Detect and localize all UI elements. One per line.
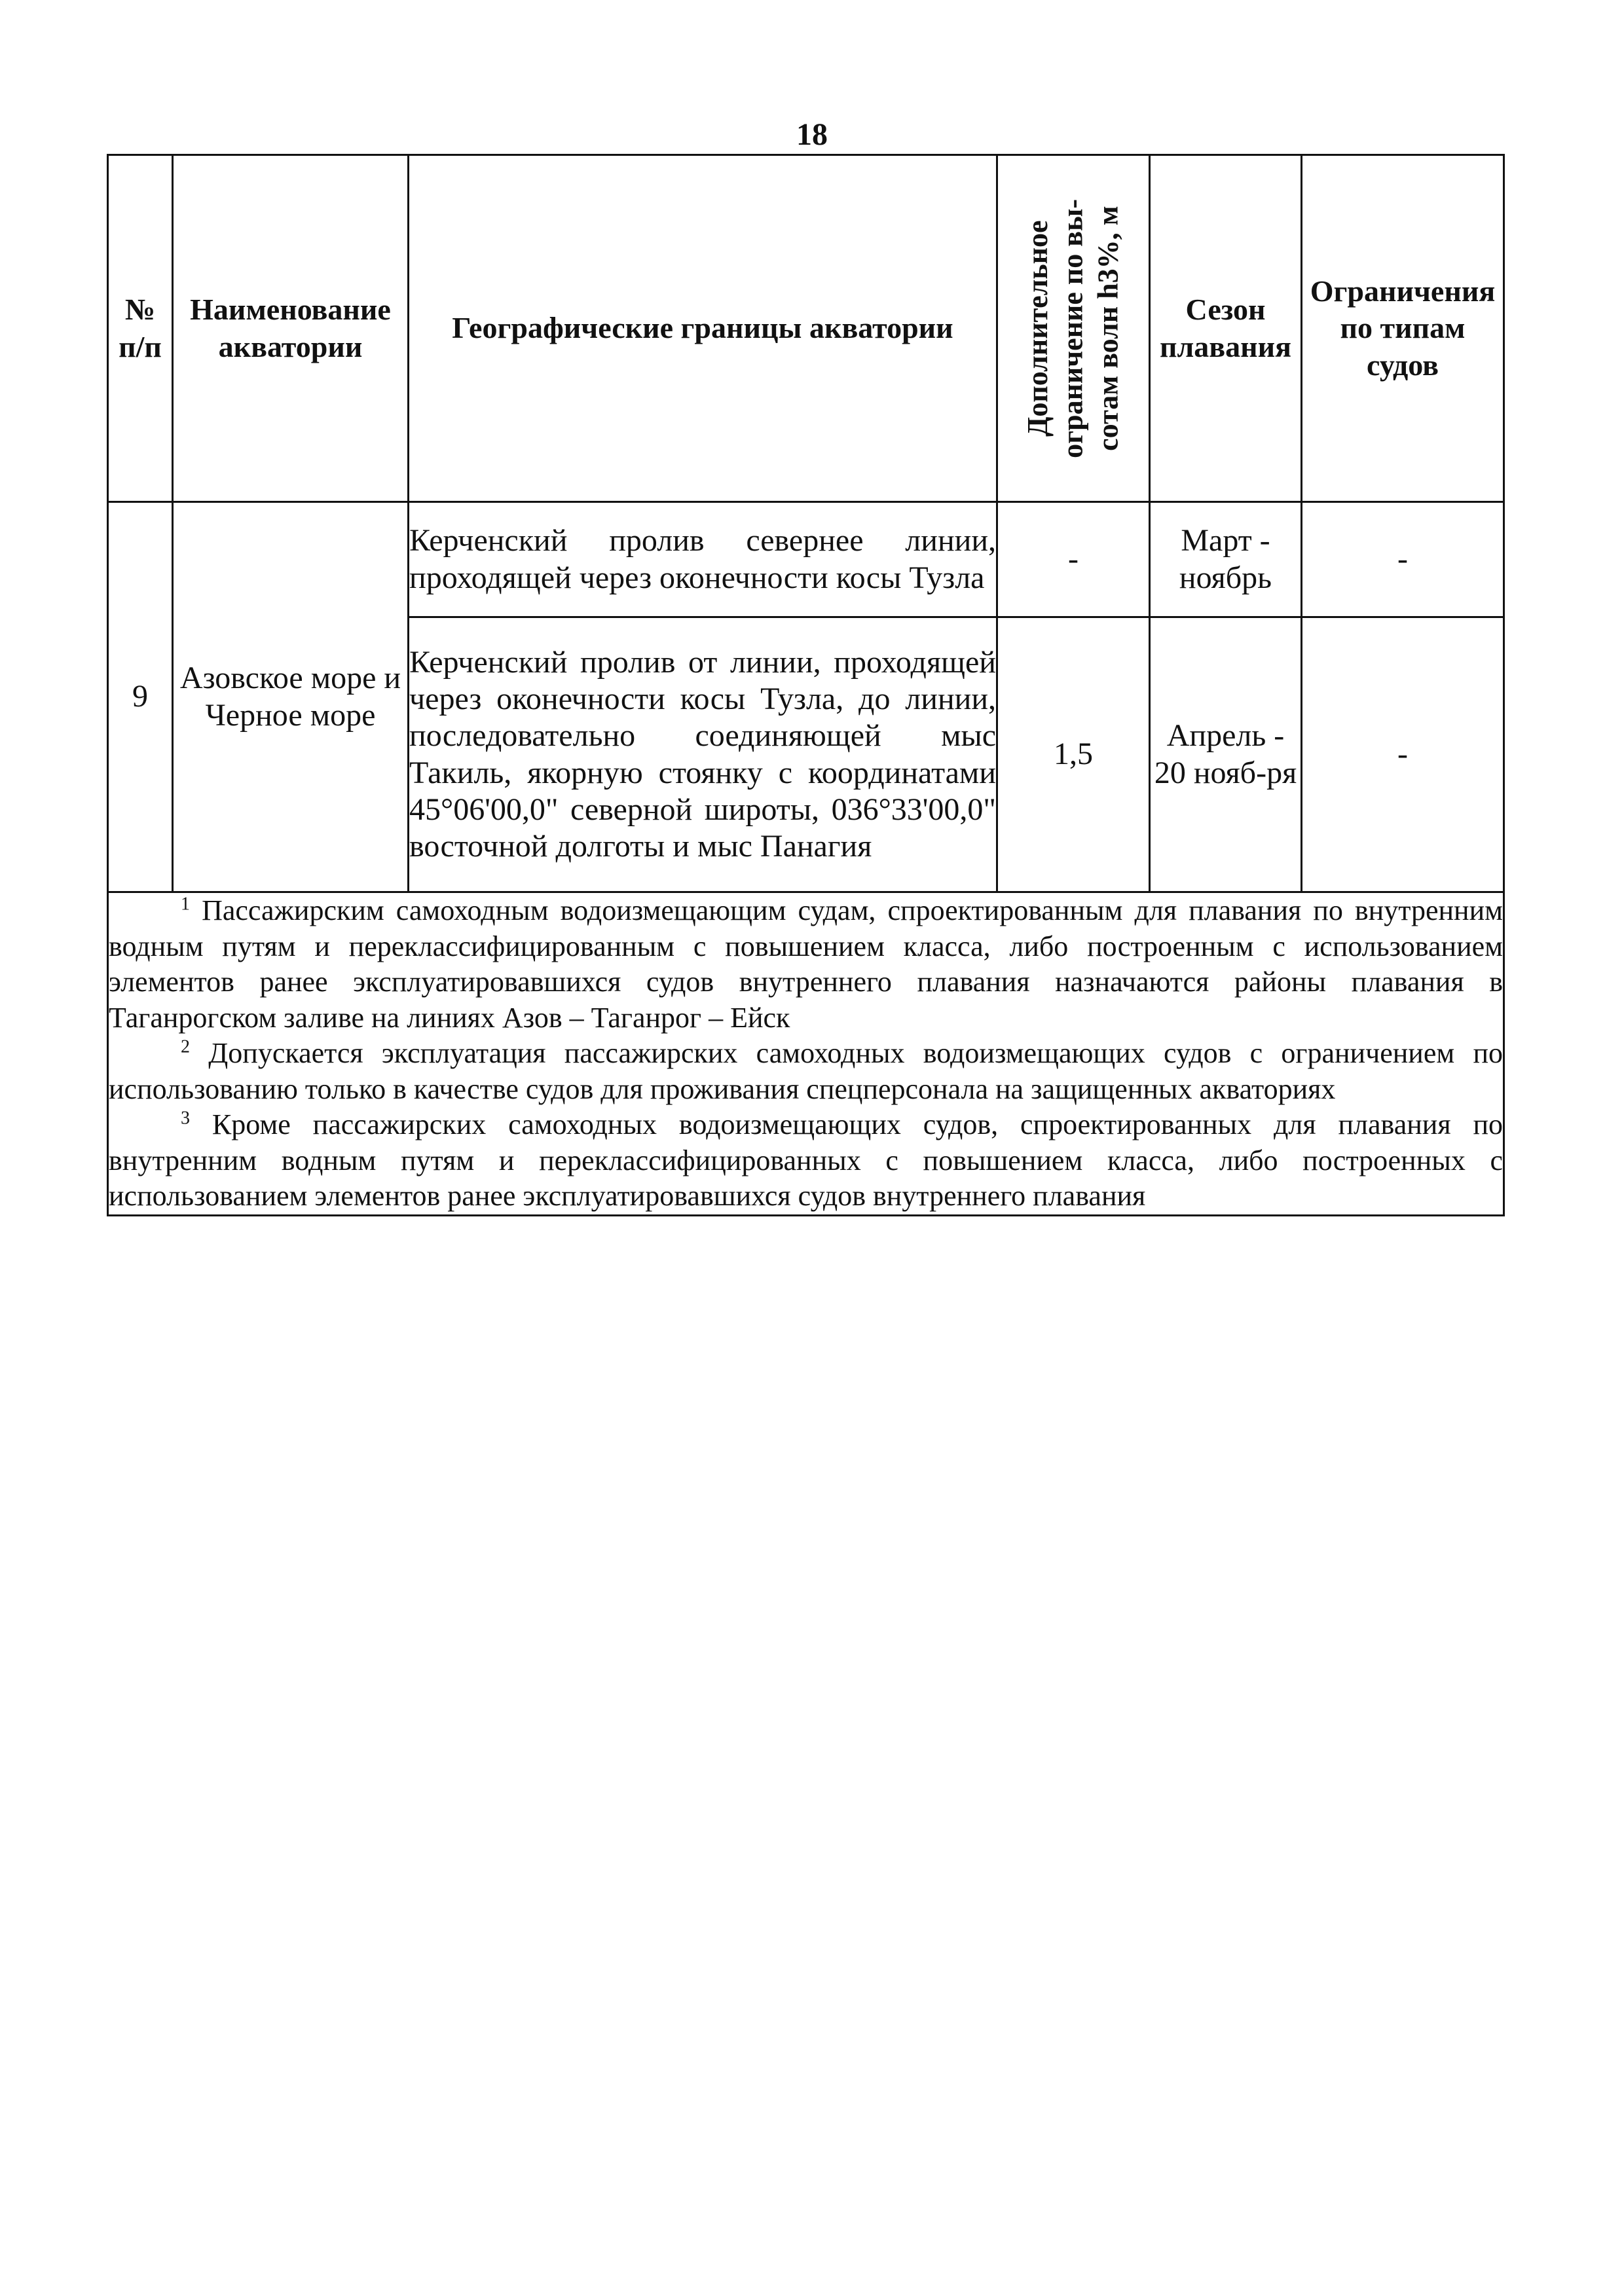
header-ship-type-restrictions: Ограничения по типам судов — [1302, 155, 1504, 502]
footnote-3 — [109, 1107, 1503, 1214]
table-header-row — [108, 155, 1504, 502]
footnote-mark-3: 3 — [181, 1108, 190, 1129]
row-bounds-1: Керченский пролив севернее линии, проходящей через оконечности косы Тузла — [409, 502, 997, 617]
footnotes-cell — [108, 892, 1504, 1216]
navigation-areas-table — [107, 154, 1505, 1216]
footnote-1 — [109, 893, 1503, 1036]
footnote-2 — [109, 1036, 1503, 1107]
footnote-text-2: Допускается эксплуатация пассажирских самоходных водоизмещающих судов с ограничением по использованию только в качестве судов для проживания спецперсонала на защищенных акваториях — [109, 1037, 1504, 1105]
header-num: № п/п — [108, 155, 173, 502]
footnote-text-1: Пассажирским самоходным водоизмещающим судам, спроектированным для плавания по внутренним водным путям и переклассифицированным с повышением класса, либо построенным с использованием элементов ранее эксплуатировавшихся судов внутреннего плавания назначаются районы плавания в Таганрогском заливе на линиях Азов – Таганрог – Ейск — [109, 894, 1503, 1034]
row-season-2: Апрель - 20 нояб-ря — [1150, 617, 1302, 892]
table-row — [108, 502, 1504, 617]
header-wave-restriction-text: Дополнительное ограничение по вы- сотам волн h3%, м — [1022, 198, 1124, 458]
row-bounds-2: Керченский пролив от линии, проходящей через оконечности косы Тузла, до линии, последовательно соединяющей мыс Такиль, якорную стоянку с координатами 45°06'00,0" северной широты, 036°33'00,0" восточной долготы и мыс Панагия — [409, 617, 997, 892]
row-restrictions-2: - — [1302, 617, 1504, 892]
footnote-text-3: Кроме пассажирских самоходных водоизмещающих судов, спроектированных для плавания по внутренним водным путям и переклассифицированных с повышением класса, либо построенных с использованием элементов ранее эксплуатировавшихся судов внутреннего плавания — [109, 1108, 1504, 1212]
footnote-mark-1: 1 — [181, 894, 190, 915]
footnote-mark-2: 2 — [181, 1036, 190, 1057]
row-wave-1: - — [997, 502, 1150, 617]
page-number: 18 — [796, 117, 828, 152]
footnotes-row — [108, 892, 1504, 1216]
row-season-1: Март - ноябрь — [1150, 502, 1302, 617]
row-restrictions-1: - — [1302, 502, 1504, 617]
header-season: Сезон плавания — [1150, 155, 1302, 502]
row-wave-2: 1,5 — [997, 617, 1150, 892]
row-num: 9 — [108, 502, 173, 892]
row-area-name: Азовское море и Черное море — [173, 502, 409, 892]
header-geographic-bounds: Географические границы акватории — [409, 155, 997, 502]
header-area-name: Наименование акватории — [173, 155, 409, 502]
header-wave-restriction — [997, 155, 1150, 502]
